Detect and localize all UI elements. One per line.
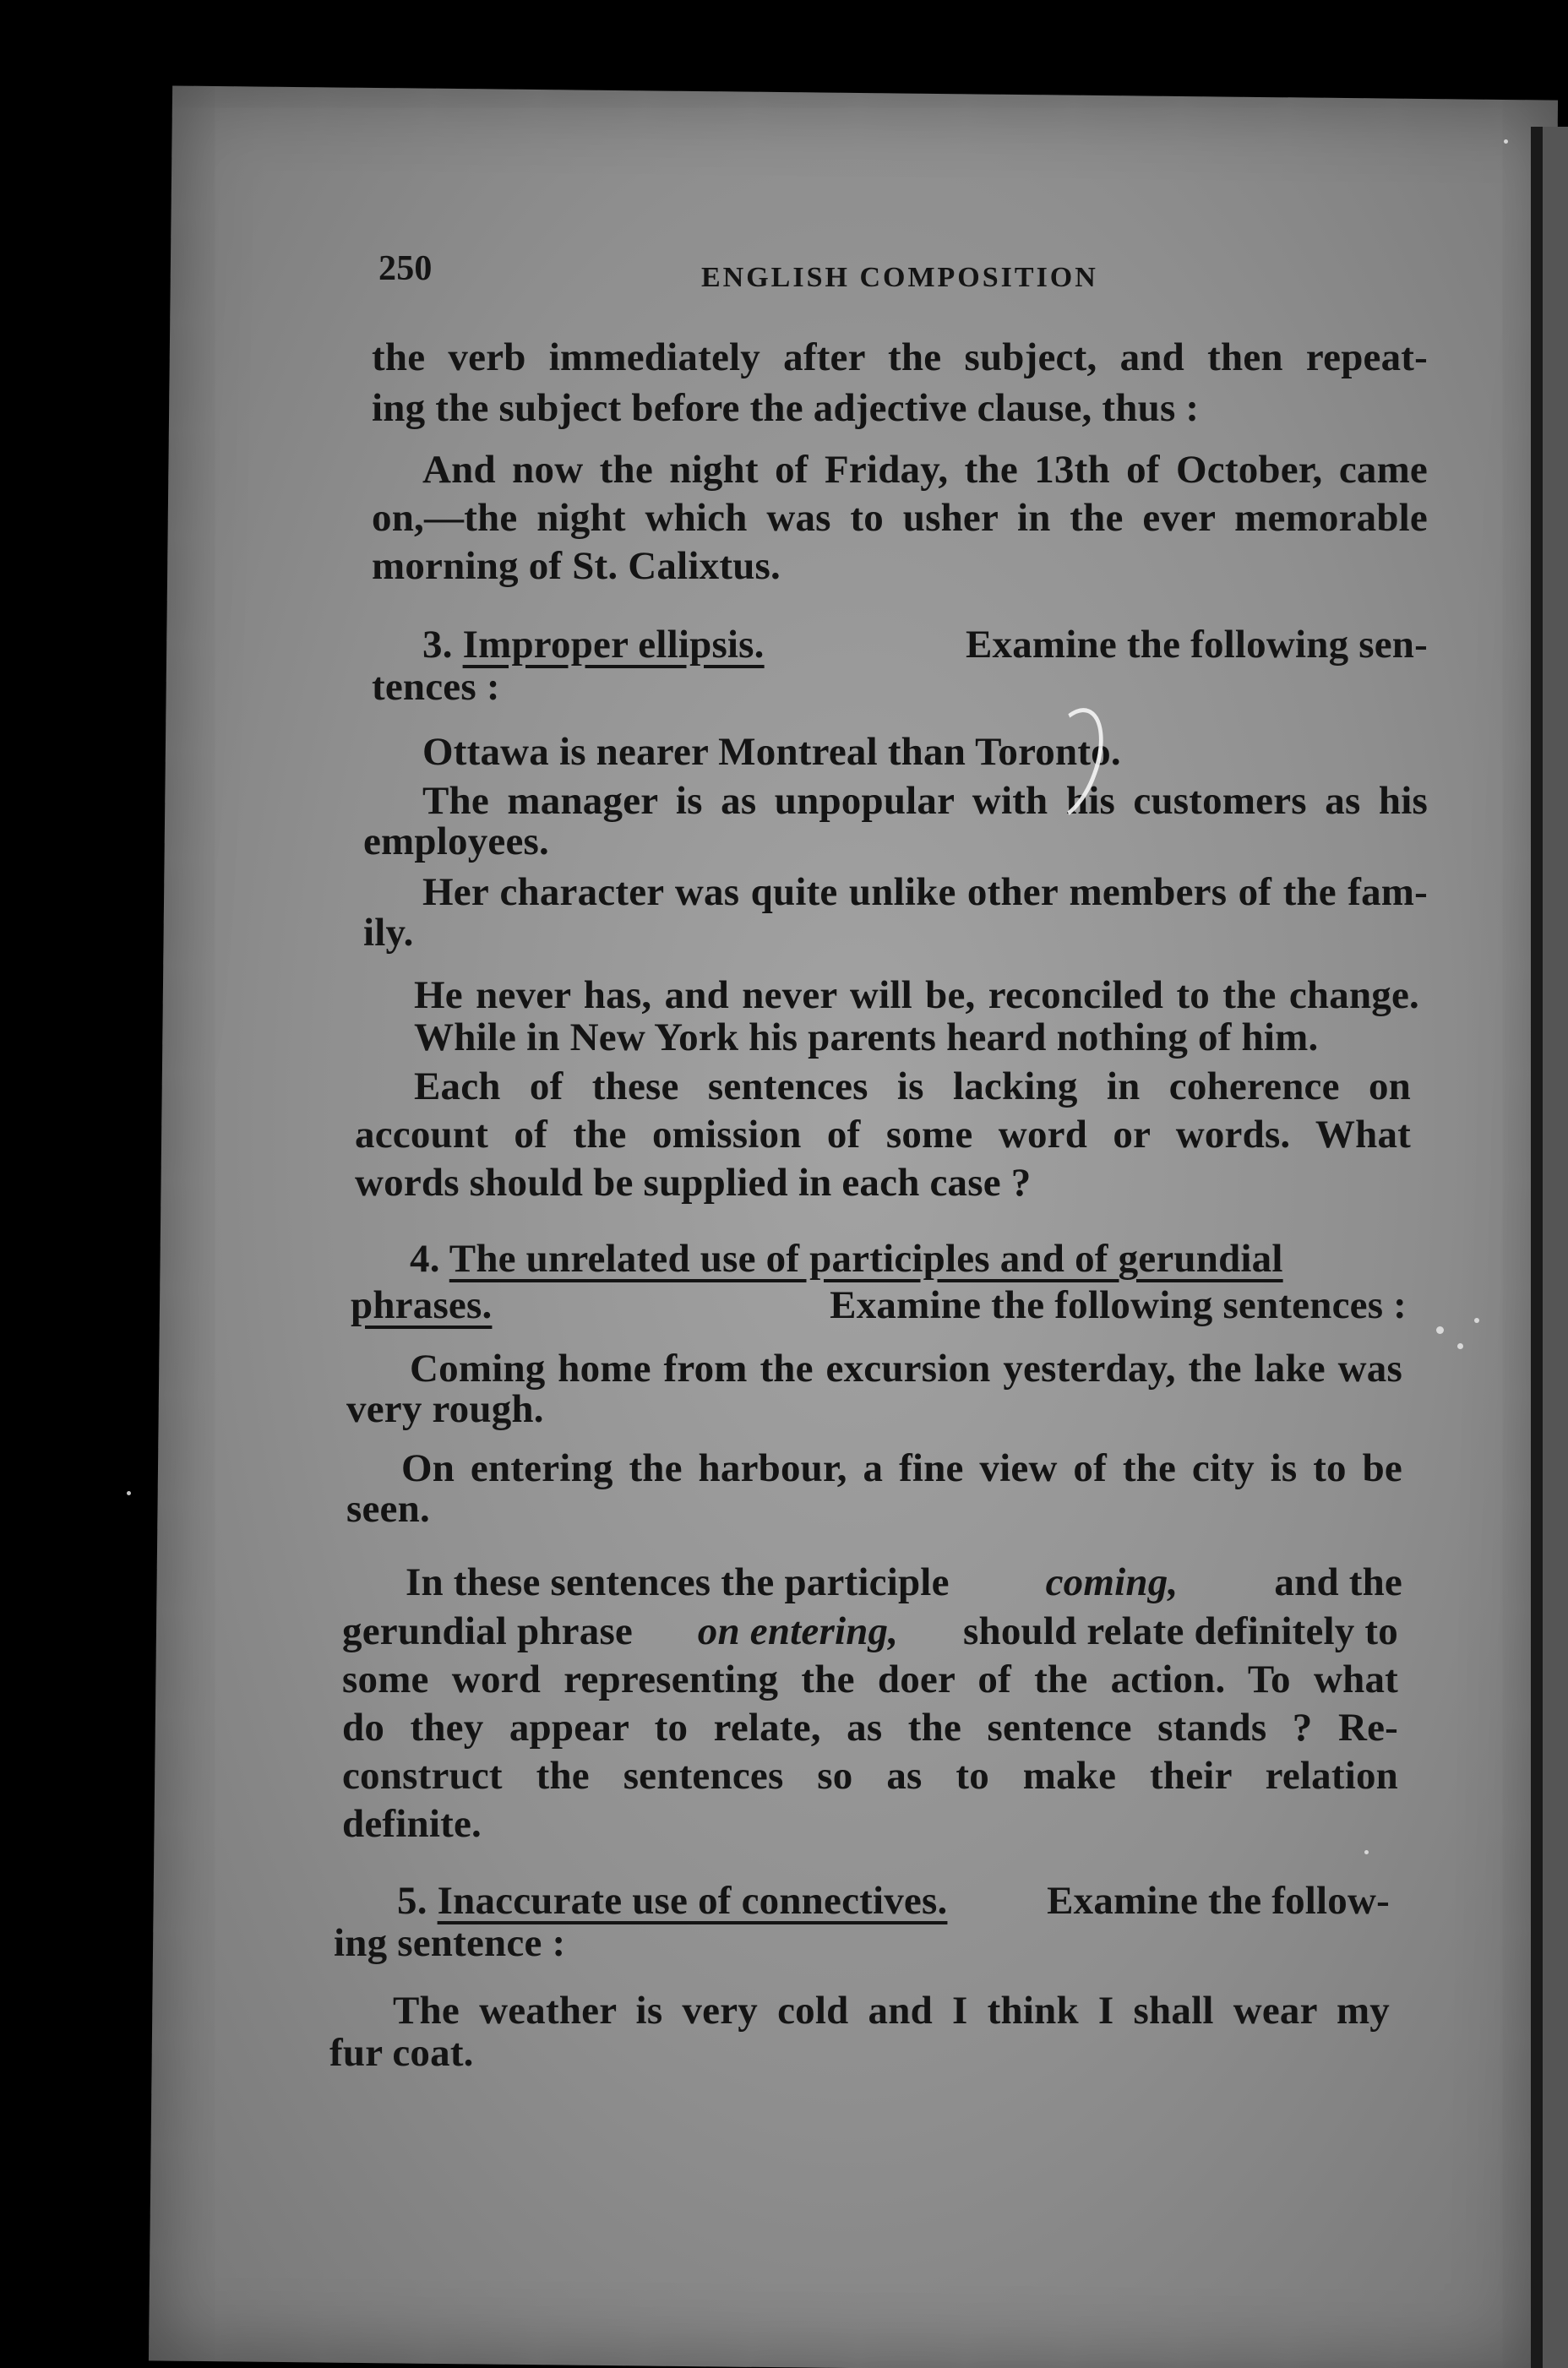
scan-speck xyxy=(1436,1326,1444,1334)
section-3-example-4: He never has, and never will be, reconciled to the change. xyxy=(414,973,1419,1017)
scan-speck xyxy=(1504,139,1508,144)
section-4-lead: Examine the following sentences : xyxy=(830,1283,1407,1327)
section-4-commentary-5: construct the sentences so as to make their relation xyxy=(342,1754,1398,1798)
commentary-1b: and the xyxy=(1274,1560,1402,1604)
intro-line-1: the verb immediately after the subject, and then repeat- xyxy=(372,335,1428,379)
section-3-example-3-cont: ily. xyxy=(363,911,414,955)
section-4-commentary-3: some word representing the doer of the action. To what xyxy=(342,1658,1398,1701)
section-4-example-1-cont: very rough. xyxy=(346,1387,544,1431)
scan-speck xyxy=(1457,1343,1463,1349)
section-4-heading-2: phrases. xyxy=(351,1283,493,1327)
section-4-example-2-cont: seen. xyxy=(346,1487,430,1531)
section-3-line-1 xyxy=(422,621,1428,669)
commentary-italic-coming: coming, xyxy=(1045,1560,1179,1604)
section-3-commentary-1: Each of these sentences is lacking in coherence on xyxy=(414,1064,1411,1108)
quote-line-1: And now the night of Friday, the 13th of October, came xyxy=(422,448,1428,492)
section-5-example-2: fur coat. xyxy=(329,2031,474,2075)
section-3-number: 3. xyxy=(422,623,453,667)
commentary-1a: In these sentences the participle xyxy=(406,1560,950,1604)
scan-speck xyxy=(127,1491,131,1495)
scan-speck xyxy=(1364,1850,1369,1854)
running-title: ENGLISH COMPOSITION xyxy=(701,262,1098,293)
section-3-lead: Examine the following sen- xyxy=(965,623,1428,667)
section-5-line-1 xyxy=(397,1877,1390,1925)
quote-line-2: on,—the night which was to usher in the ever memorable xyxy=(372,496,1428,540)
page-edge-strip xyxy=(1543,127,1568,2368)
section-4-example-2: On entering the harbour, a fine view of the city is to be xyxy=(401,1446,1402,1490)
section-4-example-1: Coming home from the excursion yesterday, the lake was xyxy=(410,1347,1402,1391)
section-3-lead-2: tences : xyxy=(372,665,500,709)
section-4-line-1 xyxy=(410,1235,1283,1283)
section-4-commentary-1 xyxy=(406,1559,1402,1607)
section-4-commentary-4: do they appear to relate, as the sentence stands ? Re- xyxy=(342,1706,1398,1750)
section-3-example-2-cont: employees. xyxy=(363,819,549,863)
section-5-number: 5. xyxy=(397,1879,427,1923)
page-edge-shadow xyxy=(1531,127,1543,2368)
section-3-commentary-2: account of the omission of some word or words. What xyxy=(355,1113,1411,1157)
commentary-2a: gerundial phrase xyxy=(342,1609,633,1653)
section-4-heading-1: The unrelated use of participles and of gerundial xyxy=(449,1237,1283,1281)
section-3-example-3: Her character was quite unlike other members of the fam- xyxy=(422,870,1428,914)
section-4-line-2 xyxy=(351,1282,1407,1330)
section-3-example-1: Ottawa is nearer Montreal than Toronto. xyxy=(422,730,1121,774)
section-5-heading: Inaccurate use of connectives. xyxy=(437,1879,948,1923)
section-5-lead: Examine the follow- xyxy=(1047,1879,1390,1923)
page-number: 250 xyxy=(378,249,433,288)
commentary-2b: should relate definitely to xyxy=(962,1609,1398,1653)
section-3-heading: Improper ellipsis. xyxy=(462,623,765,667)
section-3-example-5: While in New York his parents heard nothing of him. xyxy=(414,1015,1319,1059)
commentary-italic-on-entering: on entering, xyxy=(697,1609,899,1653)
intro-line-2: ing the subject before the adjective clause, thus : xyxy=(372,386,1200,430)
scan-speck xyxy=(1474,1318,1479,1323)
section-3-example-2: The manager is as unpopular with his customers as his xyxy=(422,779,1428,823)
section-5-example-1: The weather is very cold and I think I shall wear my xyxy=(393,1989,1390,2033)
section-4-commentary-6: definite. xyxy=(342,1802,482,1846)
section-3-commentary-3: words should be supplied in each case ? xyxy=(355,1161,1032,1205)
section-5-lead-2: ing sentence : xyxy=(334,1921,566,1965)
section-4-commentary-2 xyxy=(342,1608,1398,1656)
section-4-number: 4. xyxy=(410,1237,440,1281)
quote-line-3: morning of St. Calixtus. xyxy=(372,544,781,588)
